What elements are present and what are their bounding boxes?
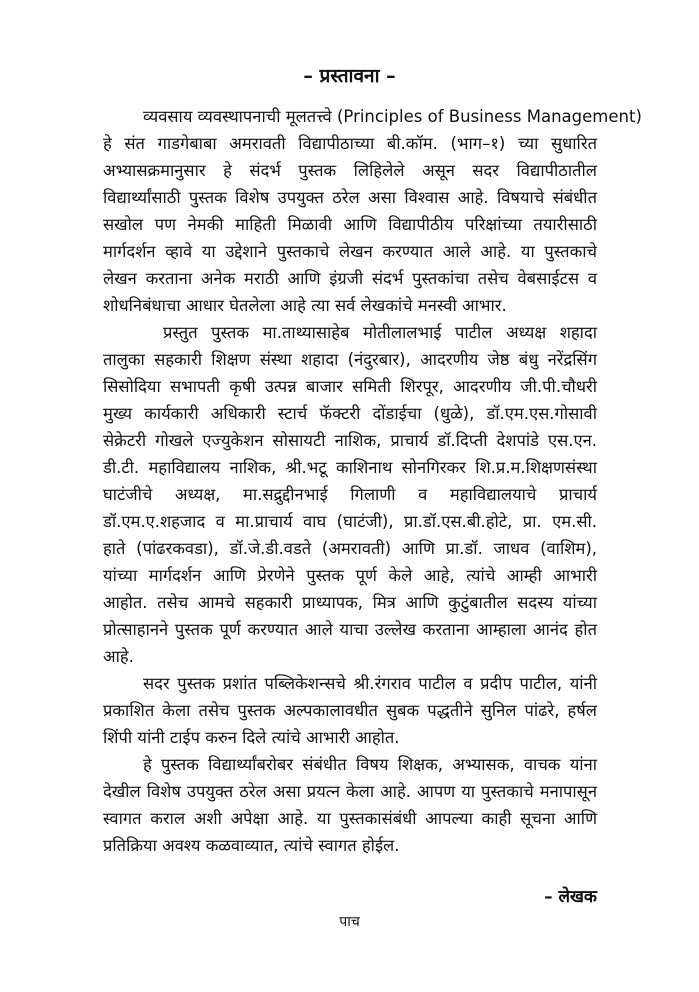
text-line: आहोत. तसेच आमचे सहकारी प्राध्यापक, मित्र आणि कुटुंबातील सदस्य यांच्या xyxy=(103,593,597,612)
text-line: घाटंजीचे अध्यक्ष, मा.सद्रुद्दीनभाई गिलाणी व महाविद्यालयाचे प्राचार्य xyxy=(103,485,597,504)
page-title: – प्रस्तावना – xyxy=(303,65,396,87)
text-line: शिंपी यांनी टाईप करुन दिले त्यांचे आभारी आहोत. xyxy=(103,728,400,747)
author-signature: – लेखक xyxy=(544,887,597,907)
paragraph xyxy=(103,319,597,670)
text-line: हे पुस्तक विद्यार्थ्यांबरोबर संबंधीत विषय शिक्षक, अभ्यासक, वाचक यांना xyxy=(143,755,597,774)
text-line: हाते (पांढरकवडा), डॉ.जे.डी.वडते (अमरावती) आणि प्रा.डॉ. जाधव (वाशिम), xyxy=(103,539,597,558)
text-line: अभ्यासक्रमानुसार हे संदर्भ पुस्तक लिहिलेले असून सदर विद्यापीठातील xyxy=(103,161,597,180)
text-line: शोधनिबंधाचा आधार घेतलेला आहे त्या सर्व लेखकांचे मनस्वी आभार. xyxy=(103,296,507,315)
text-line: आहे. xyxy=(103,647,134,666)
text-line: सिसोदिया सभापती कृषी उत्पन्न बाजार समिती शिरपूर, आदरणीय जी.पी.चौधरी xyxy=(103,377,597,396)
text-line: प्रोत्साहानने पुस्तक पूर्ण करण्यात आले याचा उल्लेख करताना आम्हाला आनंद होत xyxy=(103,620,597,639)
preface-body xyxy=(103,103,642,859)
text-line: प्रतिक्रिया अवश्य कळवाव्यात, त्यांचे स्वागत होईल. xyxy=(103,836,400,855)
text-line: मार्गदर्शन व्हावे या उद्देशाने पुस्तकाचे लेखन करण्यात आले आहे. या पुस्तकाचे xyxy=(103,242,597,261)
text-line: मुख्य कार्यकारी अधिकारी स्टार्च फॅक्टरी दोंडाईचा (धुळे), डॉ.एम.एस.गोसावी xyxy=(103,404,597,423)
text-line: सेक्रेटरी गोखले एज्युकेशन सोसायटी नाशिक, प्राचार्य डॉ.दिप्ती देशपांडे एस.एन. xyxy=(103,431,597,450)
text-line: प्रस्तुत पुस्तक मा.ताथ्यासाहेब मोतीलालभाई पाटील अध्यक्ष शहादा xyxy=(163,323,597,342)
text-line: डी.टी. महाविद्यालय नाशिक, श्री.भटू काशिनाथ सोनगिरकर शि.प्र.म.शिक्षणसंस्था xyxy=(103,458,597,477)
text-line: स्वागत कराल अशी अपेक्षा आहे. या पुस्तकासंबंधी आपल्या काही सूचना आणि xyxy=(103,809,597,828)
text-line: देखील विशेष उपयुक्त ठरेल असा प्रयत्न केला आहे. आपण या पुस्तकाचे मनापासून xyxy=(103,782,597,801)
text-line: यांच्या मार्गदर्शन आणि प्रेरणेने पुस्तक पूर्ण केले आहे, त्यांचे आम्ही आभारी xyxy=(103,566,597,585)
text-line: विद्यार्थ्यांसाठी पुस्तक विशेष उपयुक्त ठरेल असा विश्वास आहे. विषयाचे संबंधीत xyxy=(103,188,597,207)
paragraph xyxy=(103,751,597,859)
text-line: व्यवसाय व्यवस्थापनाची मूलतत्त्वे (Principles of Business Management) xyxy=(143,107,642,126)
text-line: डॉ.एम.ए.शहजाद व मा.प्राचार्य वाघ (घाटंजी), प्रा.डॉ.एस.बी.होटे, प्रा. एम.सी. xyxy=(103,512,597,531)
paragraph xyxy=(103,670,597,751)
text-line: हे संत गाडगेबाबा अमरावती विद्यापीठाच्या बी.कॉम. (भाग–१) च्या सुधारित xyxy=(103,134,597,153)
text-line: लेखन करताना अनेक मराठी आणि इंग्रजी संदर्भ पुस्तकांचा तसेच वेबसाईटस व xyxy=(103,269,597,288)
text-line: सखोल पण नेमकी माहिती मिळावी आणि विद्यापीठीय परिक्षांच्या तयारीसाठी xyxy=(103,215,597,234)
text-line: सदर पुस्तक प्रशांत पब्लिकेशन्सचे श्री.रंगराव पाटील व प्रदीप पाटील, यांनी xyxy=(143,674,597,693)
paragraph xyxy=(103,103,642,319)
text-line: प्रकाशित केला तसेच पुस्तक अल्पकालावधीत सुबक पद्धतीने सुनिल पांढरे, हर्षल xyxy=(103,701,597,720)
page-number: पाच xyxy=(339,914,360,930)
text-line: तालुका सहकारी शिक्षण संस्था शहादा (नंदुरबार), आदरणीय जेष्ठ बंधु नरेंद्रसिंग xyxy=(103,350,597,369)
